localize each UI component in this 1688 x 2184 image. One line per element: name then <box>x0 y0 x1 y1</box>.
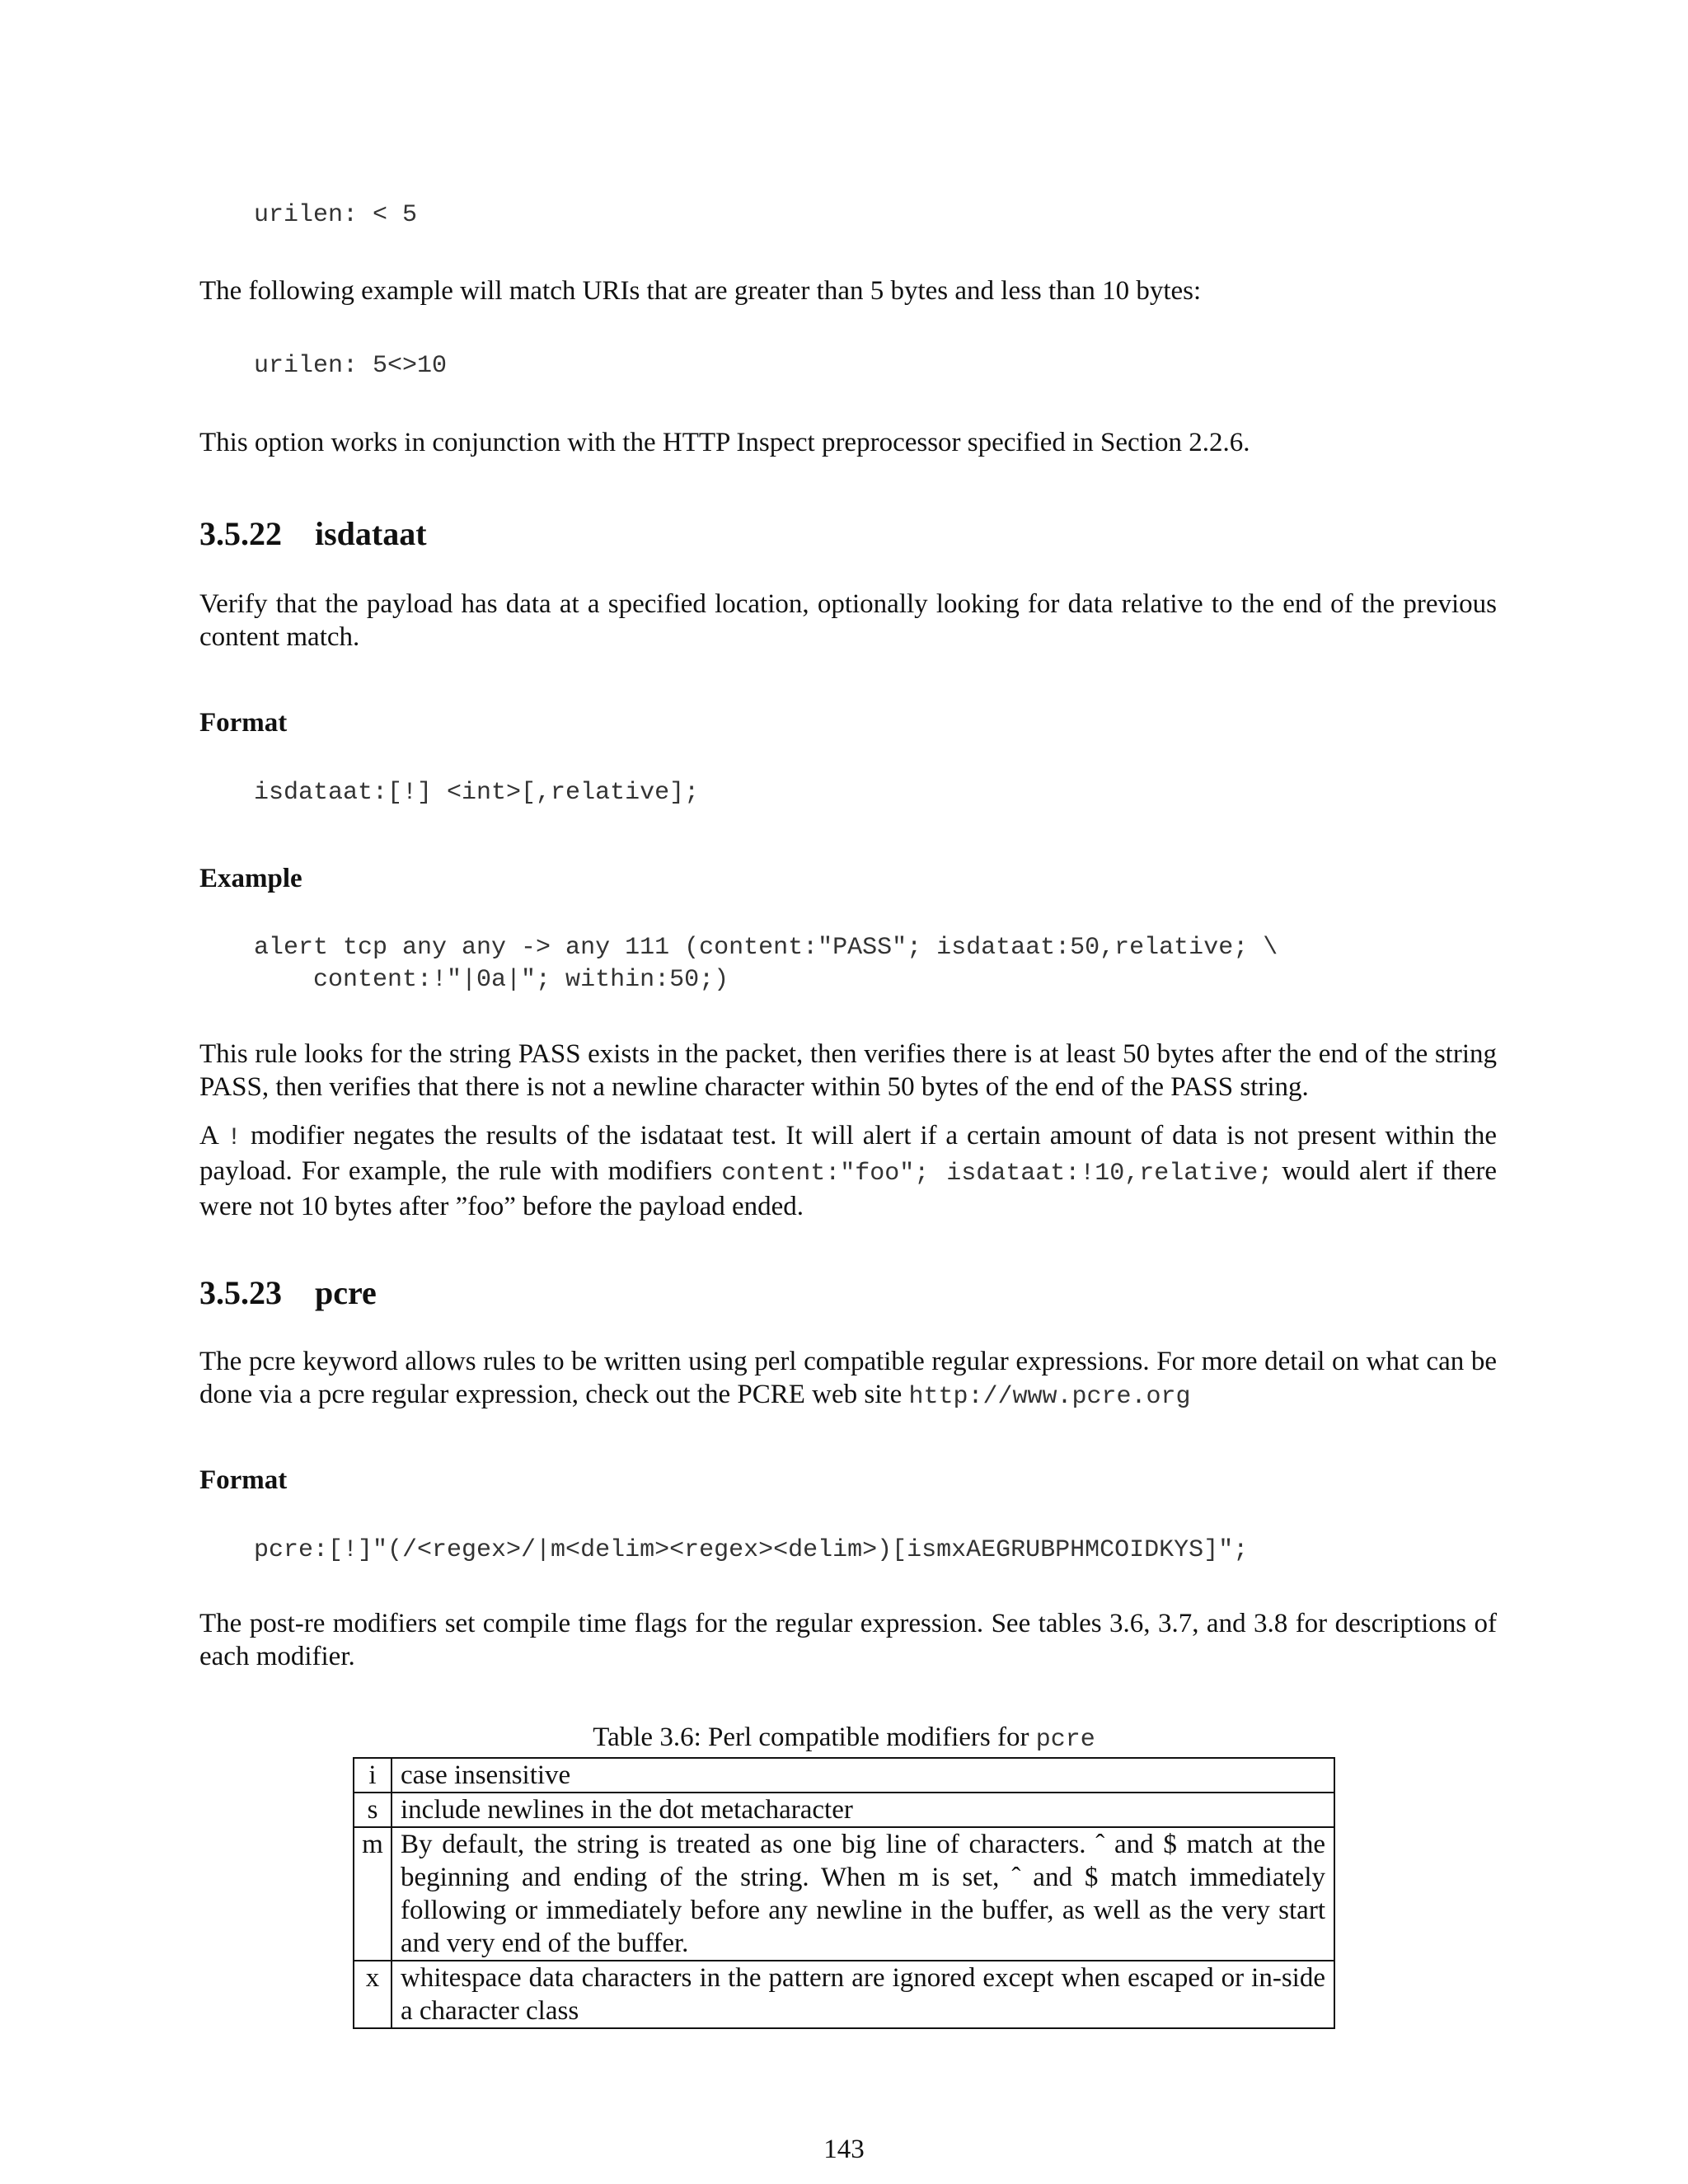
negate-text-2: would alert if there were not 10 bytes after ”foo” before the payload ended. <box>199 1156 1498 1221</box>
pcre-modifiers-table <box>353 1757 1335 2029</box>
negate-example-code: content:"foo"; isdataat:!10,relative; <box>721 1160 1273 1188</box>
code-urilen-less-than: urilen: < 5 <box>254 201 418 229</box>
table-row <box>354 1827 1334 1961</box>
para-isdataat-negate <box>199 1119 1497 1223</box>
modifier-flag: x <box>354 1961 392 2028</box>
para-http-inspect: This option works in conjunction with the HTTP Inspect preprocessor specified in Section 2.2.6. <box>199 428 1250 457</box>
page-number: 143 <box>823 2135 865 2164</box>
negate-text-1: modifier negates the results of the isdataat test. It will alert if a certain amount of data is not present within the payload. For example, the rule with modifiers <box>199 1121 1498 1186</box>
para-isdataat-explain: This rule looks for the string PASS exists in the packet, then verifies there is at least 50 bytes after the end of the string PASS, then verifies that there is not a newline character within 50 bytes of the end of the PASS string. <box>199 1039 1497 1102</box>
modifier-description: case insensitive <box>392 1758 1334 1793</box>
modifier-description: By default, the string is treated as one big line of characters. ˆ and $ match at the beginning and ending of the string. When m is set, ˆ and $ match immediately following or immediately before any newline in the buffer, as well as the very start and very end of the buffer. <box>392 1827 1334 1961</box>
code-pcre-format: pcre:[!]"(/<regex>/|m<delim><regex><delim>)[ismxAEGRUBPHMCOIDKYS]"; <box>254 1536 1249 1564</box>
subheading-format-pcre: Format <box>199 1465 288 1495</box>
table-caption-code: pcre <box>1035 1726 1095 1754</box>
para-range-intro: The following example will match URIs that are greater than 5 bytes and less than 10 bytes: <box>199 276 1202 306</box>
para-isdataat-intro: Verify that the payload has data at a specified location, optionally looking for data relative to the end of the previous content match. <box>199 589 1497 652</box>
pcre-website-url[interactable]: http://www.pcre.org <box>908 1383 1191 1411</box>
table-row <box>354 1793 1334 1827</box>
section-number: 3.5.22 <box>199 515 282 552</box>
negate-prefix: A <box>199 1121 218 1151</box>
subheading-example-isdataat: Example <box>199 864 302 893</box>
para-pcre-intro <box>199 1345 1497 1413</box>
modifier-description: include newlines in the dot metacharacter <box>392 1793 1334 1827</box>
modifier-flag: m <box>354 1827 392 1961</box>
code-isdataat-example: alert tcp any any -> any 111 (content:"PASS"; isdataat:50,relative; \ content:!"|0a|"; within:50;) <box>254 934 1278 994</box>
table-caption <box>353 1721 1335 1756</box>
negate-modifier-code: ! <box>226 1124 241 1152</box>
code-urilen-range: urilen: 5<>10 <box>254 352 448 380</box>
modifier-description: whitespace data characters in the pattern are ignored except when escaped or in-side a character class <box>392 1961 1334 2028</box>
section-heading-pcre <box>199 1273 377 1313</box>
pcre-intro-text: The pcre keyword allows rules to be written using perl compatible regular expressions. For more detail on what can be done via a pcre regular expression, check out the PCRE web site <box>199 1347 1497 1409</box>
section-title-text: pcre <box>315 1274 377 1311</box>
table-caption-text: Table 3.6: Perl compatible modifiers for <box>593 1722 1029 1752</box>
section-heading-isdataat <box>199 514 427 554</box>
modifier-flag: i <box>354 1758 392 1793</box>
section-number: 3.5.23 <box>199 1274 282 1311</box>
code-isdataat-format: isdataat:[!] <int>[,relative]; <box>254 779 700 807</box>
para-pcre-modifiers: The post-re modifiers set compile time flags for the regular expression. See tables 3.6, 3.7, and 3.8 for descriptions of each modifier. <box>199 1609 1497 1671</box>
section-title-text: isdataat <box>315 515 427 552</box>
subheading-format-isdataat: Format <box>199 708 288 738</box>
table-row <box>354 1758 1334 1793</box>
modifier-flag: s <box>354 1793 392 1827</box>
table-row <box>354 1961 1334 2028</box>
